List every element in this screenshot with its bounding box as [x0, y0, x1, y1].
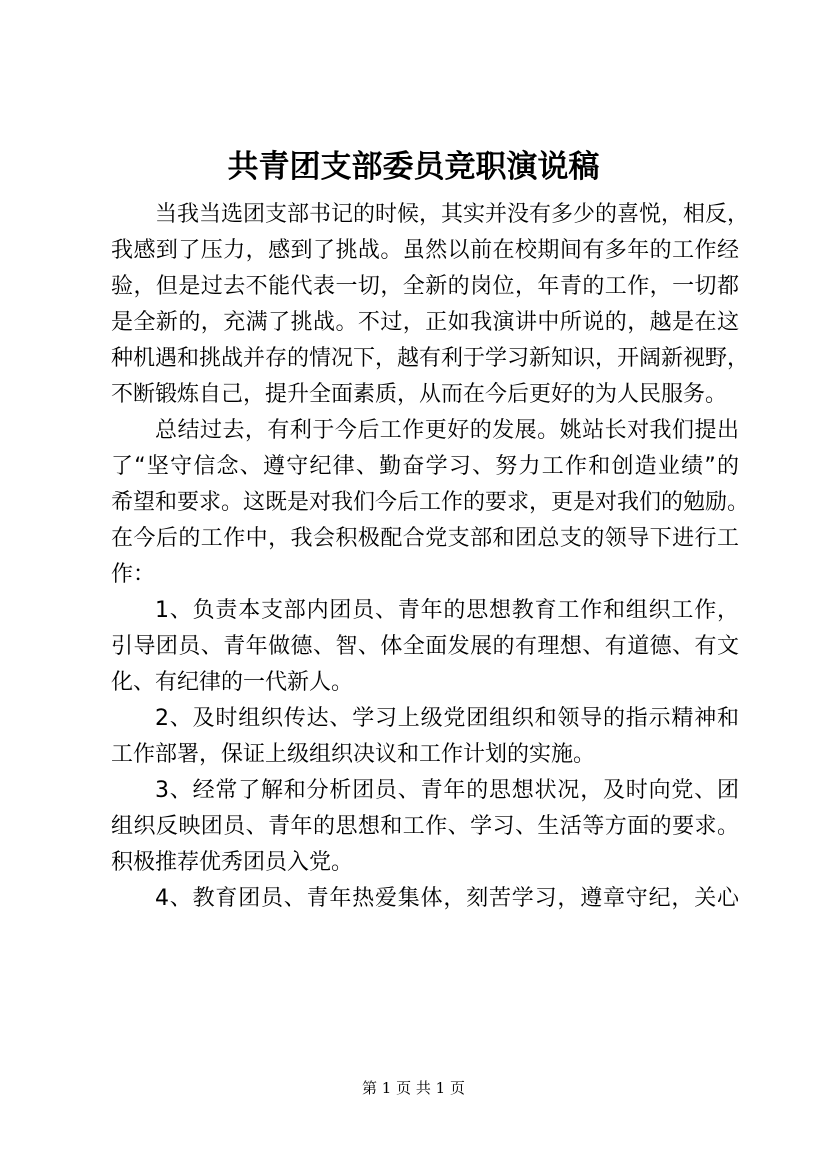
- paragraph: [111, 773, 739, 881]
- paragraph: [111, 701, 739, 773]
- text-line: 种机遇和挑战并存的情况下，越有利于学习新知识，开阔新视野，: [111, 346, 750, 371]
- paragraph: [111, 881, 739, 917]
- text-line: 引导团员、青年做德、智、体全面发展的有理想、有道德、有文: [111, 634, 739, 659]
- text-line: 1、负责本支部内团员、青年的思想教育工作和组织工作，: [155, 598, 739, 623]
- text-line: 工作部署，保证上级组织决议和工作计划的实施。: [111, 742, 596, 767]
- text-line: 4、教育团员、青年热爱集体，刻苦学习，遵章守纪，关心: [155, 886, 739, 911]
- paragraph: [111, 593, 739, 701]
- text-line: 不断锻炼自己，提升全面素质，从而在今后更好的为人民服务。: [111, 382, 728, 407]
- text-line: 总结过去，有利于今后工作更好的发展。姚站长对我们提出: [155, 418, 739, 443]
- paragraph: [111, 197, 750, 413]
- text-line: 了“坚守信念、遵守纪律、勤奋学习、努力工作和创造业绩”的: [111, 454, 739, 479]
- page-number-footer: 第 1 页 共 1 页: [362, 1079, 465, 1097]
- text-line: 希望和要求。这既是对我们今后工作的要求，更是对我们的勉励。: [111, 490, 750, 515]
- text-line: 在今后的工作中，我会积极配合党支部和团总支的领导下进行工: [111, 526, 739, 551]
- text-line: 作：: [111, 562, 156, 587]
- text-line: 验，但是过去不能代表一切，全新的岗位，年青的工作，一切都: [111, 274, 739, 299]
- text-line: 2、及时组织传达、学习上级党团组织和领导的指示精神和: [155, 706, 739, 731]
- text-line: 3、经常了解和分析团员、青年的思想状况，及时向党、团: [155, 778, 739, 803]
- paragraph: [111, 413, 750, 593]
- text-line: 当我当选团支部书记的时候，其实并没有多少的喜悦，相反，: [155, 202, 750, 227]
- document-body: [111, 197, 750, 917]
- document-title: 共青团支部委员竞职演说稿: [227, 149, 600, 185]
- text-line: 化、有纪律的一代新人。: [111, 670, 354, 695]
- text-line: 是全新的，充满了挑战。不过，正如我演讲中所说的，越是在这: [111, 310, 739, 335]
- text-line: 我感到了压力，感到了挑战。虽然以前在校期间有多年的工作经: [111, 238, 739, 263]
- text-line: 积极推荐优秀团员入党。: [111, 850, 354, 875]
- text-line: 组织反映团员、青年的思想和工作、学习、生活等方面的要求。: [111, 814, 739, 839]
